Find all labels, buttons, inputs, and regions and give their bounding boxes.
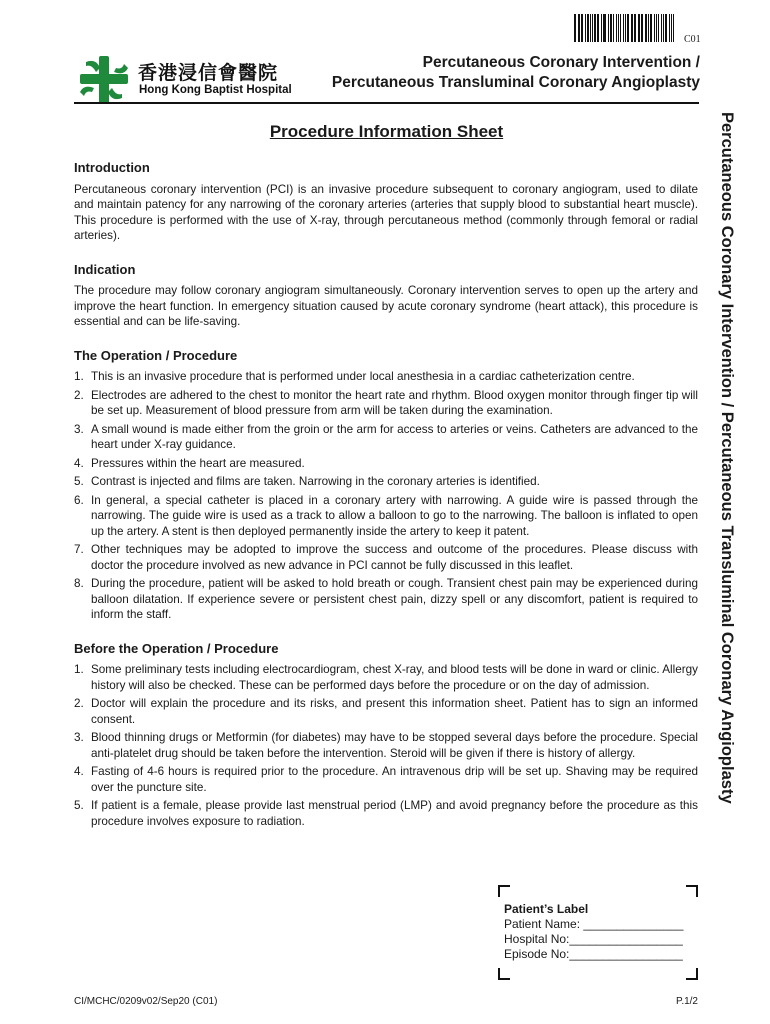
side-title: Percutaneous Coronary Intervention / Percutaneous Transluminal Coronary Angioplasty <box>718 112 736 804</box>
barcode-bar <box>587 14 589 42</box>
barcode-bar <box>620 14 621 42</box>
barcode-bar <box>665 14 667 42</box>
operation-heading: The Operation / Procedure <box>74 347 238 363</box>
indication-heading: Indication <box>74 261 136 277</box>
header-title-line1: Percutaneous Coronary Intervention / <box>422 54 700 71</box>
list-item-number: 4. <box>74 456 84 470</box>
episode-no-field: Episode No:_________________ <box>504 947 683 961</box>
barcode-bar <box>618 14 619 42</box>
barcode-bar <box>578 14 579 42</box>
list-item-text: In general, a special catheter is placed in a coronary artery with narrowing. A guide wire is passed through the narrowing. The guide wire is used as a track to allow a balloon to go to the narrowing. The balloon is inflated to open up the artery. A stent is then deployed permanently inside the artery to keep it patent. <box>91 493 698 538</box>
barcode-bar <box>585 14 586 42</box>
patient-label-box <box>498 885 698 980</box>
barcode-bar <box>594 14 596 42</box>
barcode-bar <box>673 14 675 42</box>
list-item-text: Contrast is injected and films are taken. Narrowing in the coronary arteries is identified. <box>91 475 540 488</box>
barcode-bar <box>634 14 635 42</box>
introduction-heading: Introduction <box>74 160 150 175</box>
list-item <box>74 696 698 727</box>
introduction-section <box>74 160 698 244</box>
barcode-bar <box>581 14 583 42</box>
list-item <box>74 456 698 472</box>
list-item-text: If patient is a female, please provide last menstrual period (LMP) and avoid pregnancy before the procedure as this procedure involves exposure to radiation. <box>91 799 698 828</box>
before-section <box>74 641 698 830</box>
barcode-bar <box>574 14 576 42</box>
barcode-bar <box>590 14 591 42</box>
barcode-bar <box>671 14 672 42</box>
list-item <box>74 576 698 623</box>
header-title-line2: Percutaneous Transluminal Coronary Angioplasty <box>331 74 700 91</box>
barcode-bar <box>603 14 604 42</box>
document-reference: CI/MCHC/0209v02/Sep20 (C01) <box>74 996 218 1007</box>
barcode-bar <box>656 14 657 42</box>
indication-section <box>74 262 698 330</box>
list-item <box>74 422 698 453</box>
barcode-bar <box>579 14 580 42</box>
logo-chinese-name: 香港浸信會醫院 <box>138 62 279 84</box>
before-list <box>74 662 698 829</box>
list-item-number: 3. <box>74 731 84 744</box>
corner-mark <box>498 968 510 980</box>
list-item-number: 5. <box>74 475 84 488</box>
before-heading: Before the Operation / Procedure <box>74 640 279 656</box>
introduction-text: Percutaneous coronary intervention (PCI) is an invasive procedure subsequent to coronary angiogram, used to dilate and maintain patency for any narrowing of the coronary arteries (arteries that supply blood to substantial heart muscle). This procedure is performed with the use of X-ray, through percutaneous method (commonly through femoral or radial arteries). <box>74 182 698 242</box>
list-item-text: A small wound is made either from the groin or the arm for access to arteries or veins. Catheters are advanced to the heart under X-ray guidance. <box>91 422 698 451</box>
list-item-number: 1. <box>74 370 84 383</box>
barcode-bar <box>663 14 664 42</box>
list-item-text: Electrodes are adhered to the chest to monitor the heart rate and rhythm. Blood oxygen monitor through finger tip will be set up. Measurement of blood pressure from arm will be taken during the examination. <box>91 388 698 417</box>
operation-list <box>74 369 698 623</box>
barcode-bar <box>645 14 647 42</box>
list-item <box>74 662 698 693</box>
patient-name-field: Patient Name: _______________ <box>504 917 684 931</box>
list-item-number: 1. <box>74 663 84 676</box>
barcode-bar <box>631 14 633 42</box>
indication-text: The procedure may follow coronary angiogram simultaneously. Coronary intervention serves to open up the artery and improve the heart function. In emergency situation caused by acute coronary syndrome (heart attack), this procedure is essential and can be life-saving. <box>74 284 698 328</box>
barcode-bar <box>597 14 599 42</box>
barcode-bar <box>601 14 602 42</box>
list-item-text: Other techniques may be adopted to improve the success and outcome of the procedures. Please discuss with doctor the procedure involved as new advance in PCI cannot be fully discussed in this leaflet. <box>91 543 698 572</box>
list-item-number: 8. <box>74 577 84 590</box>
list-item <box>74 542 698 573</box>
barcode-bar <box>641 14 642 42</box>
patient-label-heading: Patient’s Label <box>504 902 589 916</box>
barcode-bar <box>650 14 652 42</box>
list-item-text: Some preliminary tests including electrocardiogram, chest X-ray, and blood tests will be done in ward or clinic. Allergy history will also be checked. These can be performed days before the procedure or on the day of admission. <box>91 663 698 692</box>
list-item <box>74 474 698 490</box>
document-body <box>74 160 698 847</box>
list-item-text: Doctor will explain the procedure and its risks, and present this information sheet. Patient has to sign an informed consent. <box>91 697 698 726</box>
barcode-bar <box>635 14 636 42</box>
list-item-text: This is an invasive procedure that is performed under local anesthesia in a cardiac catheterization centre. <box>91 370 635 383</box>
hospital-no-field: Hospital No:_________________ <box>504 932 683 946</box>
hospital-logo-icon <box>76 54 132 106</box>
list-item-text: Blood thinning drugs or Metformin (for diabetes) may have to be stopped several days before the procedure. Special anti-platelet drug should be taken before the intervention. Steroid will be given if there is history of allergy. <box>91 731 698 760</box>
corner-mark <box>686 968 698 980</box>
list-item <box>74 798 698 829</box>
barcode-bar <box>604 14 606 42</box>
list-item <box>74 369 698 385</box>
barcode-bar <box>654 14 656 42</box>
header-divider <box>74 102 699 104</box>
list-item-number: 6. <box>74 493 84 507</box>
barcode-bar <box>627 14 629 42</box>
list-item-number: 3. <box>74 422 84 436</box>
corner-mark <box>686 885 698 897</box>
barcode-bar <box>648 14 649 42</box>
operation-section <box>74 348 698 623</box>
barcode-bar <box>638 14 640 42</box>
sheet-title: Procedure Information Sheet <box>269 122 504 141</box>
list-item-number: 2. <box>74 697 84 710</box>
page-number: P.1/2 <box>675 996 698 1007</box>
barcode-bar <box>642 14 643 42</box>
patient-label-fields <box>504 902 683 962</box>
list-item-number: 5. <box>74 799 84 812</box>
barcode-bar <box>608 14 609 42</box>
list-item-text: Fasting of 4-6 hours is required prior to the procedure. An intravenous drip will be set up. Shaving may be required over the puncture site. <box>91 765 698 794</box>
list-item <box>74 493 698 540</box>
list-item-text: Pressures within the heart are measured. <box>91 456 305 470</box>
barcode-bar <box>610 14 612 42</box>
barcode-bar <box>623 14 625 42</box>
barcode-bar <box>625 14 626 42</box>
logo-english-name: Hong Kong Baptist Hospital <box>139 84 292 96</box>
corner-mark <box>498 885 510 897</box>
barcode-bar <box>616 14 618 42</box>
list-item <box>74 730 698 761</box>
list-item-number: 7. <box>74 543 84 556</box>
barcode-bar <box>658 14 659 42</box>
form-code: C01 <box>684 34 701 45</box>
list-item <box>74 388 698 419</box>
list-item-number: 4. <box>74 765 84 778</box>
barcode <box>574 14 676 42</box>
hospital-logo <box>76 54 296 106</box>
barcode-bar <box>669 14 670 42</box>
header-title <box>332 53 700 93</box>
list-item <box>74 764 698 795</box>
list-item-text: During the procedure, patient will be asked to hold breath or cough. Transient chest pain may be experienced during balloon dilatation. If experience severe or persistent chest pain, dizzy spell or any discomfort, patient is required to inform the staff. <box>91 577 698 621</box>
list-item-number: 2. <box>74 388 84 402</box>
barcode-bar <box>661 14 663 42</box>
barcode-bar <box>592 14 593 42</box>
barcode-bar <box>613 14 614 42</box>
